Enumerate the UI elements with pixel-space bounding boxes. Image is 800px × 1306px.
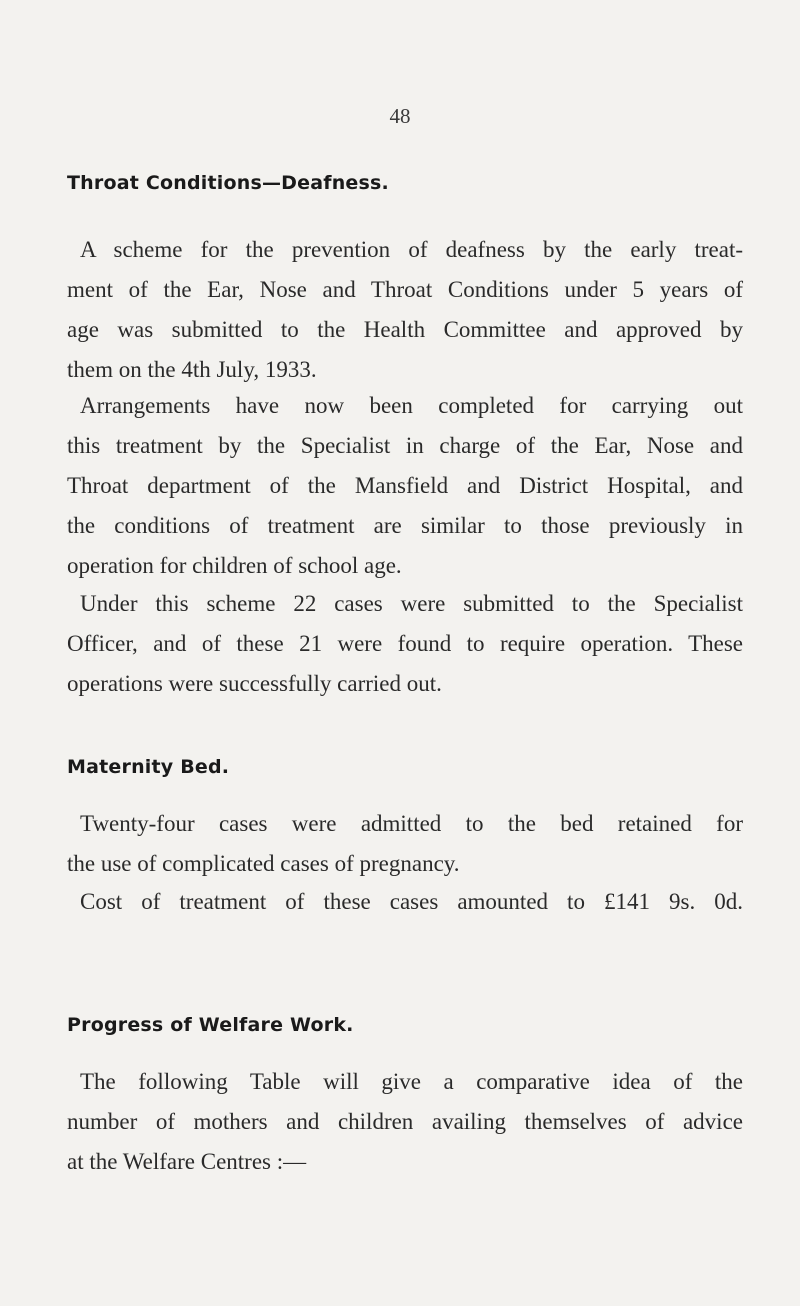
paragraph-line: number of mothers and children availing themselves of advice [67, 1109, 743, 1134]
paragraph-line: Twenty-four cases were admitted to the bed retained for [80, 811, 743, 836]
paragraph-line: operation for children of school age. [67, 553, 402, 578]
paragraph-line: this treatment by the Specialist in charge of the Ear, Nose and [67, 433, 743, 458]
paragraph-line: Officer, and of these 21 were found to require operation. These [67, 631, 743, 656]
paragraph-line: Under this scheme 22 cases were submitted to the Specialist [80, 591, 743, 616]
paragraph-line: The following Table will give a comparative idea of the [80, 1069, 743, 1094]
paragraph-scheme [67, 230, 743, 390]
paragraph-twenty-four-cases [67, 804, 743, 884]
paragraph-line: at the Welfare Centres :— [67, 1149, 307, 1174]
paragraph-line: them on the 4th July, 1933. [67, 357, 317, 382]
paragraph-following-table [67, 1062, 743, 1182]
paragraph-line: Throat department of the Mansfield and District Hospital, and [67, 473, 743, 498]
paragraph-under-this-scheme [67, 584, 743, 704]
paragraph-line: operations were successfully carried out. [67, 671, 442, 696]
paragraph-line: age was submitted to the Health Committee and approved by [67, 317, 743, 342]
paragraph-line: the conditions of treatment are similar to those previously in [67, 513, 743, 538]
paragraph-line: Cost of treatment of these cases amounted to £141 9s. 0d. [80, 889, 743, 914]
paragraph-cost-of-treatment [67, 882, 743, 922]
page-number: 48 [389, 104, 411, 128]
paragraph-arrangements [67, 386, 743, 586]
section-heading-progress-welfare-work: Progress of Welfare Work. [67, 1014, 354, 1036]
paragraph-line: ment of the Ear, Nose and Throat Conditions under 5 years of [67, 277, 743, 302]
section-heading-maternity-bed: Maternity Bed. [67, 756, 230, 778]
paragraph-line: Arrangements have now been completed for carrying out [80, 393, 743, 418]
paragraph-line: A scheme for the prevention of deafness by the early treat- [80, 237, 743, 262]
paragraph-line: the use of complicated cases of pregnancy. [67, 851, 460, 876]
section-heading-throat-conditions: Throat Conditions—Deafness. [67, 172, 389, 194]
